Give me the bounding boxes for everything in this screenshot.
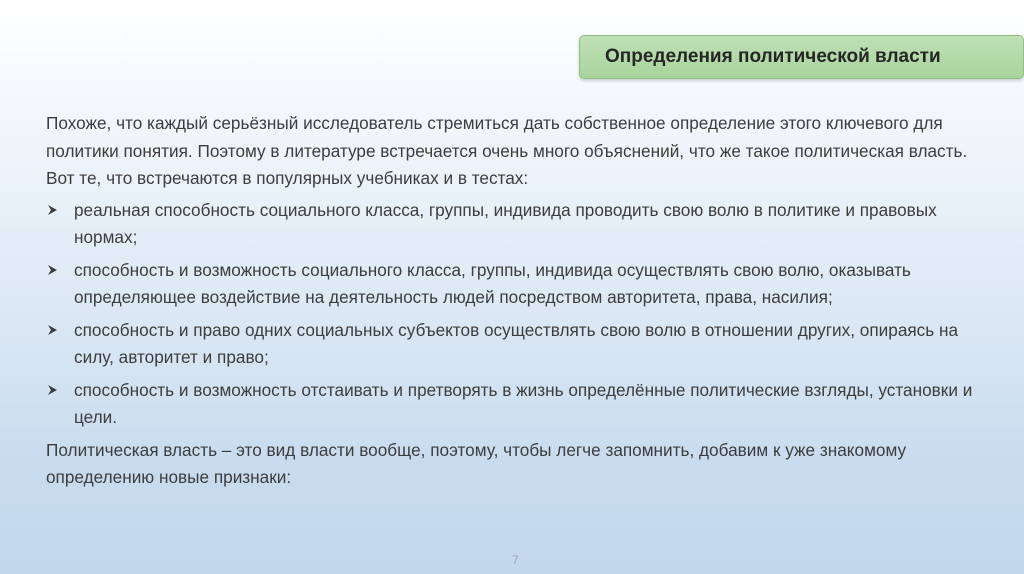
- definition-list: [46, 197, 976, 432]
- arrow-bullet-icon: [46, 263, 60, 277]
- list-item: [46, 197, 976, 252]
- list-item-text: способность и право одних социальных субъектов осуществлять свою волю в отношении других, опираясь на силу, авторитет и право;: [74, 319, 959, 367]
- arrow-bullet-icon: [46, 203, 60, 217]
- page-number: 7: [512, 553, 519, 567]
- closing-paragraph: Политическая власть – это вид власти вообще, поэтому, чтобы легче запомнить, добавим к уже знакомому определению новые признаки:: [46, 439, 907, 487]
- list-item: [46, 317, 976, 372]
- arrow-bullet-icon: [46, 383, 60, 397]
- arrow-bullet-icon: [46, 323, 60, 337]
- title-box: [579, 35, 1024, 79]
- list-item-text: способность и возможность социального класса, группы, индивида осуществлять свою волю, оказывать определяющее воздействие на деятельность людей посредством авторитета, права, насилия;: [74, 259, 911, 307]
- intro-paragraph: Похоже, что каждый серьёзный исследователь стремиться дать собственное определение этого ключевого для политики понятия. Поэтому в литературе встречается очень много объяснений, что же такое политическая власть. Вот те, что встречаются в популярных учебниках и в тестах:: [46, 113, 968, 188]
- list-item-text: способность и возможность отстаивать и претворять в жизнь определённые политические взгляды, установки и цели.: [74, 379, 973, 427]
- slide-content: [46, 110, 976, 492]
- list-item-text: реальная способность социального класса, группы, индивида проводить свою волю в политике и правовых нормах;: [74, 199, 937, 247]
- slide-title: Определения политической власти: [605, 46, 941, 67]
- list-item: [46, 377, 976, 432]
- list-item: [46, 257, 976, 312]
